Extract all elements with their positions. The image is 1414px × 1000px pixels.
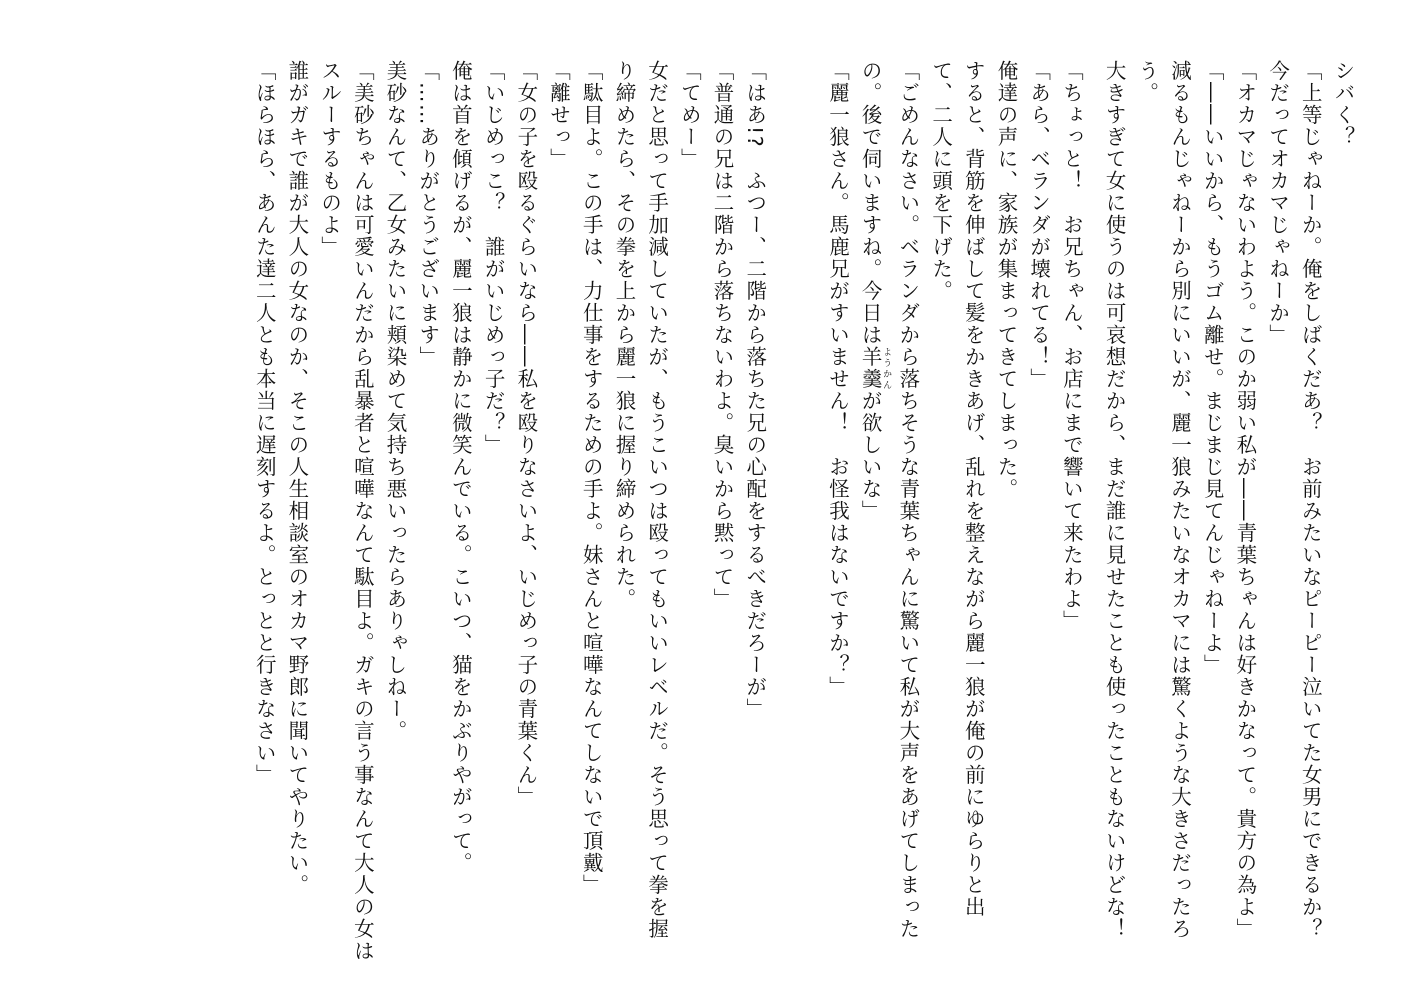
text-line: 「――いいから、もうゴム離せ。まじまじ見てんじゃねーよ」: [1200, 60, 1225, 676]
text-line: 「オカマじゃないわよう。このか弱い私が――青葉ちゃんは好きかなって。貴方の為よ」: [1232, 60, 1257, 940]
text-line: 俺達の声に、家族が集まってきてしまった。: [993, 60, 1018, 500]
text-line: 俺は首を傾げるが、麗一狼は静かに微笑んでいる。こいつ、猫をかぶりやがって。: [448, 60, 473, 874]
text-line: 「てめー」: [677, 60, 702, 170]
text-line: 「離せっ」: [546, 60, 571, 170]
text-line: 今だってオカマじゃねーか」: [1265, 60, 1290, 346]
text-line: 「駄目よ。この手は、力仕事をするための手よ。妹さんと喧嘩なんてしないで頂戴」: [579, 60, 604, 896]
text-line: 「いじめっこ？ 誰がいじめっ子だ？」: [481, 60, 506, 456]
text-line: 減るもんじゃねーから別にいいが、麗一狼みたいなオカマには驚くような大きさだったろ: [1167, 60, 1192, 940]
text-line: 「はあ!? ふつー、二階から落ちた兄の心配をするべきだろーが」: [742, 60, 767, 721]
text-line: 「女の子を殴るぐらいなら――私を殴りなさいよ、いじめっ子の青葉くん」: [513, 60, 538, 808]
text-fragment: の。後で伺いますね。今日は: [858, 60, 883, 346]
text-line: 「ほらほら、あんた達二人とも本当に遅刻するよ。とっとと行きなさい」: [252, 60, 277, 786]
text-line: 美砂なんて、乙女みたいに頬染めて気持ち悪いったらありゃしねー。: [383, 60, 408, 742]
text-line: り締めたら、その拳を上から麗一狼に握り締められた。: [611, 60, 636, 610]
text-line: 「美砂ちゃんは可愛いんだから乱暴者と喧嘩なんて駄目よ。ガキの言う事なんて大人の女は: [350, 60, 375, 962]
text-line: 女だと思って手加減していたが、もうこいつは殴ってもいいレベルだ。そう思って拳を握: [644, 60, 669, 940]
text-line: 「麗一狼さん。馬鹿兄がすいません！ お怪我はないですか？」: [825, 60, 850, 698]
text-line: 大きすぎて女に使うのは可哀想だから、まだ誰に見せたことも使ったこともないけどな！: [1102, 60, 1127, 940]
text-line: 「ちょっと！ お兄ちゃん、お店にまで響いて来たわよ」: [1059, 60, 1084, 632]
text-line: 「……ありがとうございます」: [415, 60, 440, 368]
text-line: 「上等じゃねーか。俺をしばくだあ？ お前みたいなピーピー泣いてた女男にできるか？: [1298, 60, 1323, 940]
text-fragment: が欲しいな」: [858, 390, 883, 522]
text-line: すると、背筋を伸ばして髪をかきあげ、乱れを整えながら麗一狼が俺の前にゆらりと出: [961, 60, 986, 918]
text-line: う。: [1134, 60, 1159, 104]
ruby-word: 羊羹 ようかん: [858, 346, 892, 390]
text-line: 「普通の兄は二階から落ちないわよ。臭いから黙って」: [710, 60, 735, 610]
text-line: 「あら、ベランダが壊れてる！」: [1026, 60, 1051, 390]
text-line: 「ごめんなさい。ベランダから落ちそうな青葉ちゃんに驚いて私が大声をあげてしまった: [895, 60, 920, 940]
text-line: て、二人に頭を下げた。: [928, 60, 953, 302]
novel-page: [49, 60, 1359, 970]
text-line: スルーするものよ」: [317, 60, 342, 258]
text-line: シバく？: [1331, 60, 1355, 148]
text-line-with-ruby: [853, 60, 891, 970]
text-line: 誰がガキで誰が大人の女なのか、そこの人生相談室のオカマ野郎に聞いてやりたい。: [284, 60, 309, 896]
